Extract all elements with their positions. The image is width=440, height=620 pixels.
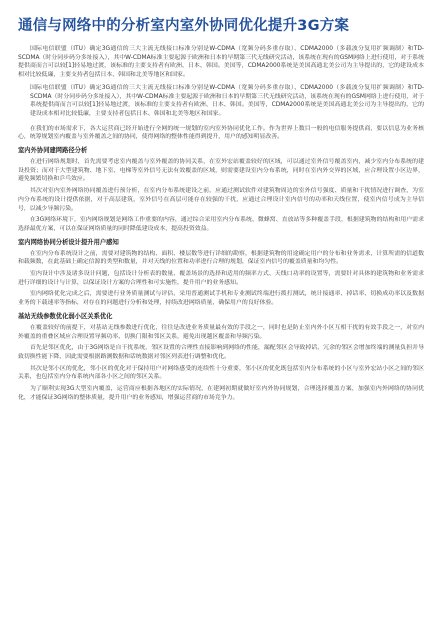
section-heading: 室内外协同建网路径分析 xyxy=(18,147,88,155)
section-paragraph: 室内网络优化完成之后，需要进行业务质量测试与评估，采用普通测试手机和专业测试终端进行拨打测试，统计接通率、掉话率、切换成功率以及数据业务的下载速率等指标，对存在的问题进行分析和处理，持续改进网络质量，确保用户的良好体验。 xyxy=(18,291,424,307)
section-paragraph: 其次对室内室外网络协同覆盖进行预分析，在室内分布系统建设之前，应通过测试软件对建筑物周边的室外信号强度、质量和干扰情况进行调查，为室内分布系统的设计提供依据，对于高层建筑，室外信号在高层可能存在较强的干扰，应通过合理设计室内信号的功率和天线位置，使室内信号成为主导信号，以减少导频污染。 xyxy=(18,188,424,212)
quoted-paragraph: 国际电信联盟（ITU）确定3G通信的三大主流无线接口标准分别是W-CDMA（宽频分码多重存取）、CDMA2000（多载波分复用扩频调制）和TD-SCDMA（时分同步码分多址接入），其中W-CDMA标准主要起源于欧洲和日本的早期第三代无线研究活动，该系统在现有的GSM网络上进行使用，对于系统提供商而言可以较[1]轻易地过渡，该标准的主要支持者有欧洲、日本、韩国。美国等，CDMA2000系统是美国高通北美公司为主导提出的，它的建设成本相对比较低廉，主要支持者包括日本、韩国和北美等地区和国家。 xyxy=(30,84,424,117)
body-paragraph: 在我们的市场需求下，各大运营商已经开始进行全网的统一规划的室内室外协同优化工作。作为世界上数目一般的电信服务提供商，要以信息为业务核心，统筹规划室内覆盖与室外覆盖之间的协同，使得网络的整体性能得到提升，用户的感知明显改善。 xyxy=(18,125,424,141)
section-paragraph: 其次是邻小区的优化，邻小区的优化对于保持用户对网络感受的连续性十分重要，邻小区的优化既包括室内分布系统的小区与室外宏站小区之间的邻区关系，也包括室内分布系统内部各小区之间的邻区关系。 xyxy=(18,365,424,381)
intro-paragraph: 国际电信联盟（ITU）确定3G通信的三大主流无线接口标准分别是W-CDMA（宽频分码多重存取）、CDMA2000（多载波分复用扩频调制）和TD-SCDMA（时分同步码分多址接入），其中W-CDMA标准主要起源于欧洲和日本的早期第三代无线研究活动，该系统在现有的GSM网络上进行使用，对于系统提供商而言可以较[1]轻易地过渡，该标准的主要支持者有欧洲、日本、韩国。美国等，CDMA2000系统是美国高通北美公司为主导提出的，它的建设成本相对比较低廉，主要支持者包括日本、韩国和北美等地区和国家。 xyxy=(18,46,424,79)
closing-paragraph: 为了顺利实现3G大型室内覆盖，运营商应根据各地区的实际情况，在建网初期就做好室内外协同规划，合理选择覆盖方案，加强室内外网络的协同优化，才能保证3G网络的整体质量，提升用户的业务感知，增强运营商的市场竞争力。 xyxy=(18,386,424,401)
section-heading: 基站无线参数优化弱小区关系优化 xyxy=(18,312,113,320)
section-paragraph: 在3G网络环境下，室内网络规划是网络工作重要的内容，通过综合采用室内分布系统、微蜂窝、直放站等多种覆盖手段，根据建筑物的结构和用户需求选择最优方案，可以在保证网络质量的同时降低建设成本，提高投资效益。 xyxy=(18,217,424,232)
page-title: 通信与网络中的分析室内室外协同优化提升3G方案 xyxy=(18,18,350,34)
section-paragraph: 首先是邻区优化，由于3G网络是自干扰系统，邻区设置的合理性直接影响到网络的性能，漏配邻区会导致掉话，冗余的邻区会增加终端的测量负担并导致切换性能下降，因此需要根据路测数据和话统数据对邻区列表进行调整和优化。 xyxy=(18,345,424,360)
section-paragraph: 在覆盖较好的前提下，对基站无线参数进行优化，往往是改进业务质量最有效的手段之一，同时也是防止室内外小区互相干扰的有效手段之一，对室内外覆盖的重叠区域应合理设置导频功率、切换门限和邻区关系，避免出现越区覆盖和导频污染。 xyxy=(18,324,424,340)
section-paragraph: 在进行网络规划时，首先需要考虑室内覆盖与室外覆盖的协同关系，在室外宏站覆盖较好的区域，可以通过室外信号覆盖室内，减少室内分布系统的建设投资；而对于大型建筑物、地下室、电梯等室外信号无法有效覆盖的区域，则需要建设室内分布系统，同时在室内外交界的区域，应合理设置小区边界，避免频繁切换和乒乓效应。 xyxy=(18,159,424,183)
section-heading: 室内网络协同分析设计提升用户感知 xyxy=(18,238,119,246)
section-paragraph: 室内设计中涉及诸多设计问题，包括设计分析表的数量、覆盖场景的选择和适用的频率方式、天线口功率的设置等，需要针对具体的建筑物和业务需求进行详细的设计与计算，以保证设计方案的合理性和可实施性，提升用户的业务感知。 xyxy=(18,271,424,286)
section-paragraph: 在室内分布系统设计之前，需要对建筑物的结构、面积、楼层数等进行详细的勘察，根据建筑物的用途确定用户的分布和业务需求，计算所需的信道数和载频数，在此基础上确定信源的类型和数量，并对天线的位置和功率进行合理的规划，保证室内信号的覆盖质量和均匀性。 xyxy=(18,250,424,266)
